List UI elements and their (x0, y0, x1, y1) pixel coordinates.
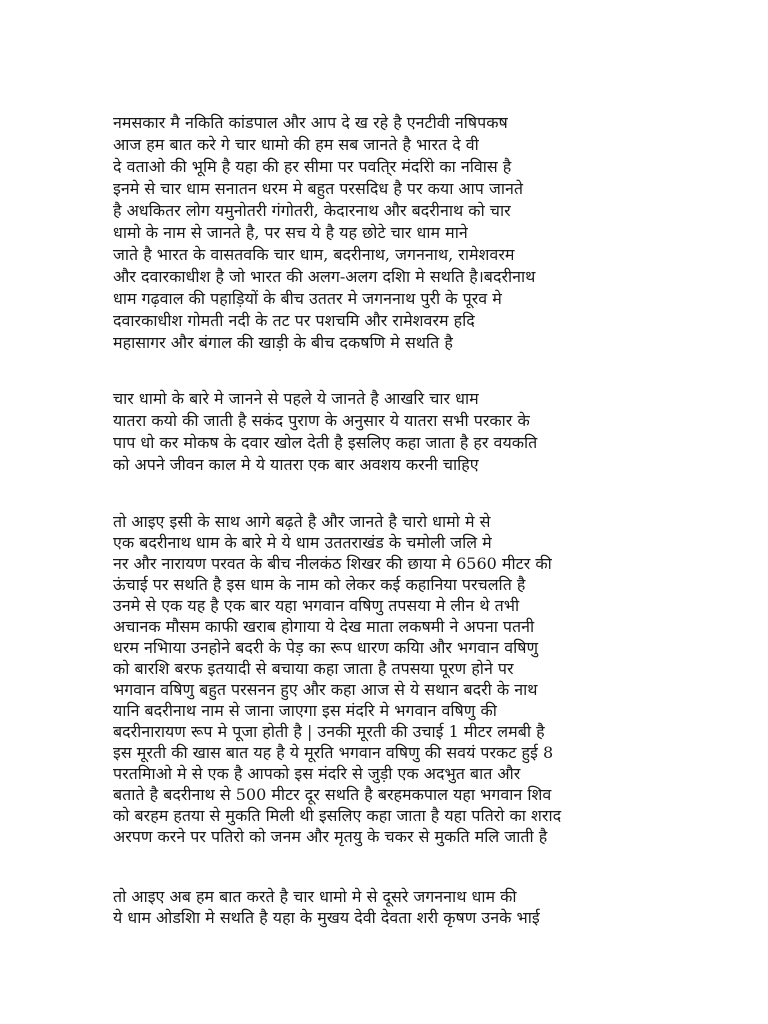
text-line: अरपण करने पर पतिरो को जनम और मृतयु के चकर से मुकति मलि जाती है (113, 827, 548, 846)
text-line: ये धाम ओडशिा मे सथति है यहा के मुखय देवी देवता शरी कृषण उनके भाई (113, 908, 540, 927)
text-line: भगवान वषिणु बहुत परसनन हुए और कहा आज से ये सथान बदरी के नाथ (113, 680, 538, 699)
text-line: को बरहम हतया से मुकति मिली थी इसलिए कहा जाता है यहा पतिरो का शराद (113, 806, 562, 825)
text-line: है अधकितर लोग यमुनोतरी गंगोतरी, केदारनाथ और बदरीनाथ को चार (113, 201, 511, 220)
text-line: को अपने जीवन काल मे ये यातरा एक बार अवशय करनी चाहिए (113, 455, 479, 474)
text-line: पाप धो कर मोकष के दवार खोल देती है इसलिए कहा जाता है हर वयकति (113, 433, 538, 452)
text-line: धाम गढ़वाल की पहाड़ियों के बीच उततर मे जगननाथ पुरी के पूरव मे (113, 289, 502, 308)
text-line: और दवारकाधीश है जो भारत की अलग-अलग दशिा मे सथति है।बदरीनाथ (113, 267, 536, 286)
text-line: को बारशि बरफ इतयादी से बचाया कहा जाता है तपसया पूरण होने पर (113, 659, 514, 678)
text-line: ऊंचाई पर सथति है इस धाम के नाम को लेकर कई कहानिया परचलति है (113, 575, 526, 594)
text-line: बदरीनारायण रूप मे पूजा होती है | उनकी मूरती की उचाई 1 मीटर लमबी है (113, 722, 545, 741)
text-line: आज हम बात करे गे चार धामो की हम सब जानते है भारत दे वी (113, 135, 479, 154)
text-line: नर और नारायण परवत के बीच नीलकंठ शिखर की छाया मे 6560 मीटर की (113, 554, 552, 573)
text-line: यातरा कयो की जाती है सकंद पुराण के अनुसार ये यातरा सभी परकार के (113, 411, 530, 430)
text-line: बताते है बदरीनाथ से 500 मीटर दूर सथति है बरहमकपाल यहा भगवान शिव (113, 785, 552, 804)
text-line: तो आइए अब हम बात करते है चार धामो मे से दूसरे जगननाथ धाम की (113, 887, 517, 906)
text-line: परतमिाओ मे से एक है आपको इस मंदरि से जुड़ी एक अदभुत बात और (113, 764, 521, 783)
text-line: चार धामो के बारे मे जानने से पहले ये जानते है आखरि चार धाम (113, 389, 479, 408)
text-line: महासागर और बंगाल की खाड़ी के बीच दकषणि मे सथति है (113, 333, 453, 352)
text-line: नमसकार मै नकिति कांडपाल और आप दे ख रहे है एनटीवी नषिपकष (113, 113, 508, 132)
text-line: जाते है भारत के वासतवकि चार धाम, बदरीनाथ, जगननाथ, रामेशवरम (113, 245, 515, 264)
text-line: इस मूरती की खास बात यह है ये मूरति भगवान वषिणु की सवयं परकट हुई 8 (113, 743, 554, 762)
text-line: धरम नभिाया उनहोने बदरी के पेड़ का रूप धारण कयिा और भगवान वषिणु (113, 638, 539, 657)
text-line: तो आइए इसी के साथ आगे बढ़ते है और जानते है चारो धामो मे से (113, 512, 491, 531)
text-line: उनमे से एक यह है एक बार यहा भगवान वषिणु तपसया मे लीन थे तभी (113, 596, 520, 615)
text-line: धामो के नाम से जानते है, पर सच ये है यह छोटे चार धाम माने (113, 223, 468, 242)
text-line: दे वताओ की भूमि है यहा की हर सीमा पर पवति्र मंदरिो का नविास है (113, 157, 512, 176)
text-line: यानि बदरीनाथ नाम से जाना जाएगा इस मंदरि मे भगवान वषिणु की (113, 701, 497, 720)
text-line: एक बदरीनाथ धाम के बारे मे ये धाम उततराखंड के चमोली जलि मे (113, 533, 492, 552)
text-line: इनमे से चार धाम सनातन धरम मे बहुत परसदिध है पर कया आप जानते (113, 179, 523, 198)
text-line: अचानक मौसम काफी खराब होगाया ये देख माता लकषमी ने अपना पतनी (113, 617, 535, 636)
text-line: दवारकाधीश गोमती नदी के तट पर पशचमि और रामेशवरम हदि (113, 311, 475, 330)
